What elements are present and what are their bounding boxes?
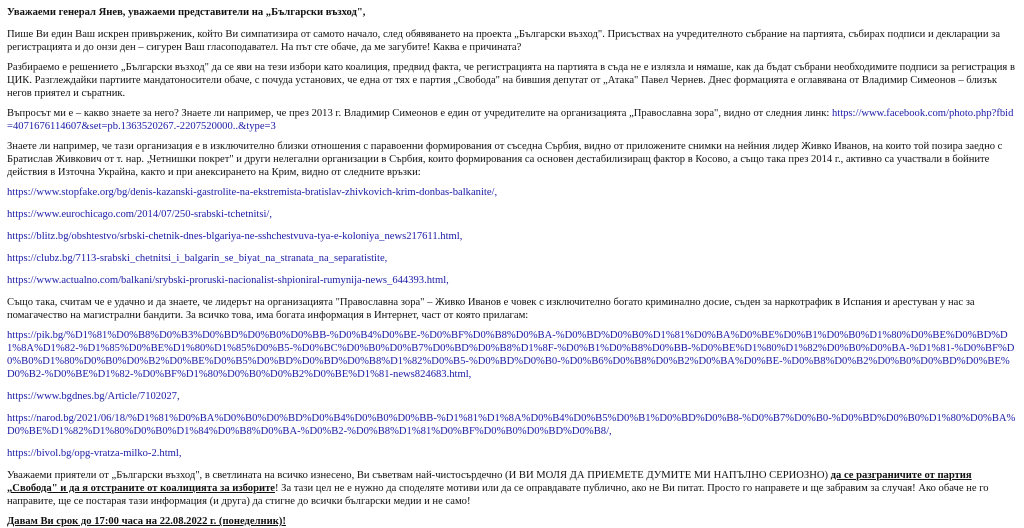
link-eurochicago[interactable]: https://www.eurochicago.com/2014/07/250-srabski-tchetnitsi/, (7, 209, 272, 220)
link-actualno[interactable]: https://www.actualno.com/balkani/srybski-proruski-nacionalist-shpioniral-rumynija-news_644393.html, (7, 275, 449, 286)
deadline-notice: Давам Ви срок до 17:00 часа на 22.08.2022 г. (понеделник)! (7, 516, 286, 527)
link-blitz[interactable]: https://blitz.bg/obshtestvo/srbski-chetnik-dnes-blgariya-ne-sshchestvuva-tya-e-koloniya_news217611.html, (7, 231, 463, 242)
paragraph-appeal (7, 469, 1017, 508)
paragraph-organization: Знаете ли например, че тази организация е в изключително близки отношения с паравоенни формирования от съседна Сърбия, видно от приложените снимки на нейния лидер Живко Иванов, на които той позира заедно с Братислав Живкович от т. нар. „Четнишки покрет" и други нелегални организации в Сърбия, които формирования са основен дестабилизиращ фактор в Косово, а също така през 2014 г., активно са участвали в бойните действия в Източна Украйна, както и при анексирането на Крим, видно от следните връзки: (7, 141, 1003, 178)
letter-greeting: Уважаеми генерал Янев, уважаеми представители на „Български възход", (7, 7, 366, 18)
appeal-text-end: ! За тази цел не е нужно да споделяте мотиви или да се оправдавате публично, ако не Ви питат. Просто го направете и ще забравим за случая! Ако обаче не го направите, ще се постарая тази информация (и друга) да стигне до всички български медии и не само! (7, 483, 989, 507)
paragraph-intro: Пише Ви един Ваш искрен привърженик, който Ви симпатизира от самото начало, след обявяването на проекта „Български възход". Присъствах на учредителното събрание на партията, събирах подписи и декларации за регистрацията и до онзи ден – сигурен Ваш гласоподавател. На път сте обаче, да ме загубите! Каква е причината? (7, 29, 1001, 53)
appeal-text-start: Уважаеми приятели от „Български възход", в светлината на всичко изнесено, Ви съветвам най-чистосърдечно (И ВИ МОЛЯ ДА ПРИЕМЕТЕ ДУМИТЕ МИ НАПЪЛНО СЕРИОЗНО) (7, 470, 831, 481)
link-bivol[interactable]: https://bivol.bg/opg-vratza-milko-2.html, (7, 448, 182, 459)
link-clubz[interactable]: https://clubz.bg/7113-srabski_chetnitsi_i_balgarin_se_biyat_na_stranata_na_separatistite, (7, 253, 388, 264)
link-bgdnes[interactable]: https://www.bgdnes.bg/Article/7102027, (7, 391, 180, 402)
link-narod[interactable]: https://narod.bg/2021/06/18/%D1%81%D0%BA%D0%B0%D0%BD%D0%B4%D0%B0%D0%BB-%D1%81%D1%8A%D0%B4%D0%B5%D0%B1%D0%BD%D0%B8-%D0%B7%D0%B0-%D0%BD%D0%B0%D1%80%D0%BA%D0%BE%D1%82%D1%80%D0%B0%D1%84%D0%B8%D0%BA-%D0%B2-%D0%B8%D1%81%D0%BF%D0%B0%D0%BD%D0%B8/, (7, 413, 1016, 437)
appeal-demand: да се разграничите от партия „Свобода" и да я отстраните от коалицията за изборите (7, 470, 972, 494)
facebook-link[interactable]: https://www.facebook.com/photo.php?fbid=4071676114607&set=pb.1363520267.-2207520000..&type=3 (7, 108, 1014, 132)
paragraph-criminal-record: Също така, считам че е удачно и да знаете, че лидерът на организацията "Православна зора" – Живко Иванов е човек с изключително богато криминално досие, съден за наркотрафик в Испания и арестуван у нас за помагачество на магистрални бандити. За всичко това, има богата информация в Интернет, част от която прилагам: (7, 297, 975, 321)
link-pik[interactable]: https://pik.bg/%D1%81%D0%B8%D0%B3%D0%BD%D0%B0%D0%BB-%D0%B4%D0%BE-%D0%BF%D0%B8%D0%BA-%D0%BD%D0%B0%D1%81%D0%BA%D0%BE%D0%B1%D0%B0%D1%80%D0%BE%D0%BD%D1%8A%D1%82-%D1%85%D0%BE%D1%80%D1%85%D0%B5-%D0%BC%D0%B0%D0%B7%D0%BD%D0%B8%D1%8F-%D0%B1%D0%B8%D0%BB-%D0%BE%D1%80%D1%82%D0%B0%D0%BA-%D1%81-%D0%BF%D0%B0%D1%80%D0%B0%D0%B2%D0%BE%D0%B5%D0%BD%D0%BD%D0%B8%D1%82%D0%B5-%D0%BD%D0%B0-%D0%B6%D0%B8%D0%B2%D0%BA%D0%BE-%D0%B8%D0%B2%D0%B0%D0%BD%D0%BE%D0%B2-%D0%BE%D1%82-%D0%BF%D1%80%D0%B0%D0%B2%D0%BE%D1%81-news824683.html, (7, 330, 1015, 380)
paragraph-coalition: Разбираемо е решението „Български възход" да се яви на тези избори като коалиция, предвид факта, че регистрацията на партията в съда не е излязла и нямаше, как да бъдат събрани необходимите подписи за регистрация в ЦИК. Разглеждайки партиите мандатоносители обаче, с почуда установих, че една от тях е партия „Свобода" на бившия депутат от „Атака" Павел Чернев. Днес формацията е оглавявана от Владимир Симеонов – близък негов приятел и съратник. (7, 62, 1015, 99)
paragraph-question (7, 107, 1017, 133)
link-stopfake[interactable]: https://www.stopfake.org/bg/denis-kazanski-gastrolite-na-ekstremista-bratislav-zhivkovich-krim-donbas-balkanite/, (7, 187, 498, 198)
paragraph-question-text: Въпросът ми е – какво знаете за него? Знаете ли например, че през 2013 г. Владимир Симеонов е един от учредителите на организацията „Православна зора", видно от следния линк: (7, 108, 832, 119)
